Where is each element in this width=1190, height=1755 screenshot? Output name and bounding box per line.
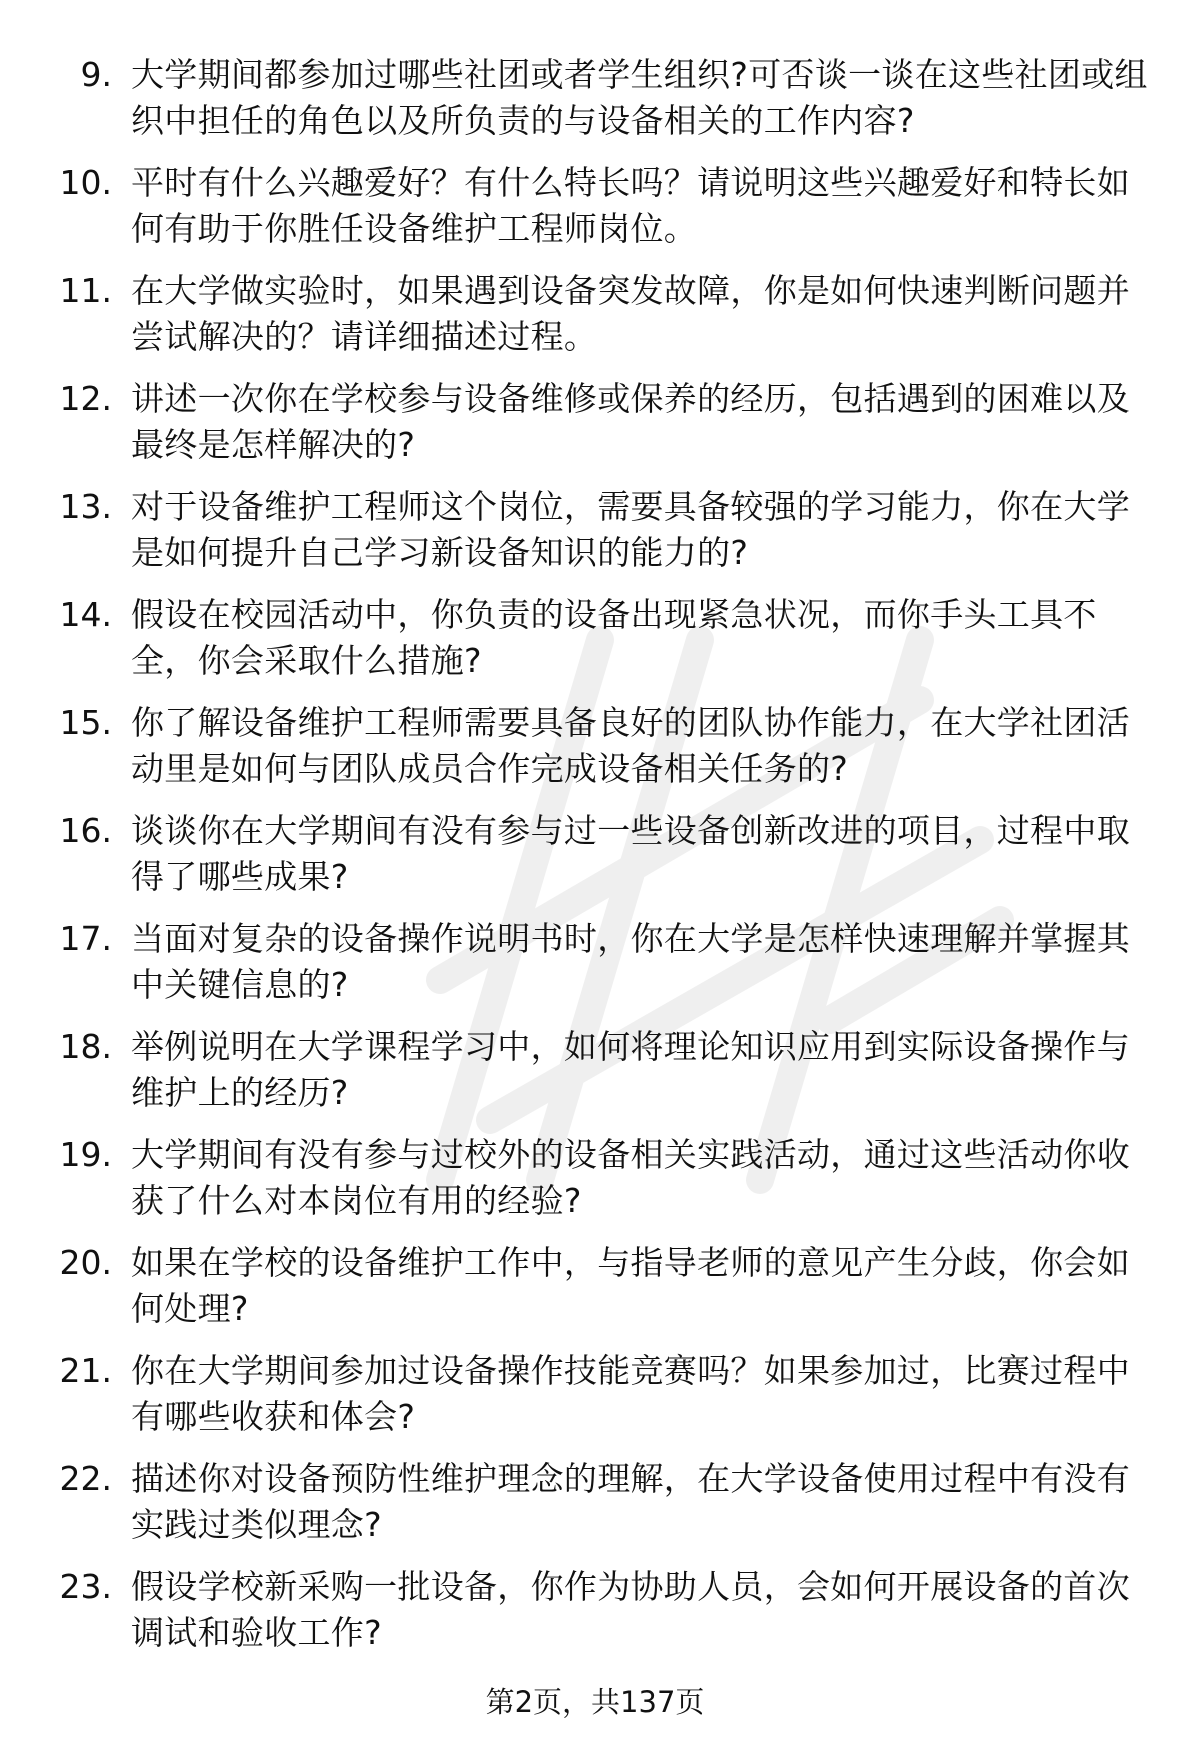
question-number: 12. (59, 379, 112, 418)
question-number: 11. (59, 271, 112, 310)
question-number: 19. (59, 1135, 112, 1174)
list-item (0, 1348, 1190, 1456)
question-text: 对于设备维护工程师这个岗位，需要具备较强的学习能力，你在大学是如何提升自己学习新设备知识的能力的? (131, 487, 1130, 572)
question-number: 14. (59, 595, 112, 634)
list-item (0, 700, 1190, 808)
question-text: 描述你对设备预防性维护理念的理解，在大学设备使用过程中有没有实践过类似理念? (131, 1459, 1130, 1544)
question-text: 大学期间都参加过哪些社团或者学生组织?可否谈一谈在这些社团或组织中担任的角色以及所负责的与设备相关的工作内容? (131, 55, 1148, 140)
question-number: 13. (59, 487, 112, 526)
page-footer: 第2页，共137页 (485, 1685, 705, 1719)
list-item (0, 1132, 1190, 1240)
question-number: 16. (59, 811, 112, 850)
question-text: 举例说明在大学课程学习中，如何将理论知识应用到实际设备操作与维护上的经历? (131, 1027, 1130, 1112)
question-number: 22. (59, 1459, 112, 1498)
question-text: 如果在学校的设备维护工作中，与指导老师的意见产生分歧，你会如何处理? (131, 1243, 1130, 1328)
list-item (0, 376, 1190, 484)
list-item (0, 268, 1190, 376)
list-item (0, 1456, 1190, 1564)
list-item (0, 1564, 1190, 1672)
question-text: 你了解设备维护工程师需要具备良好的团队协作能力，在大学社团活动里是如何与团队成员合作完成设备相关任务的? (131, 703, 1130, 788)
question-number: 18. (59, 1027, 112, 1066)
list-item (0, 52, 1190, 160)
list-item (0, 916, 1190, 1024)
list-item (0, 484, 1190, 592)
list-item (0, 160, 1190, 268)
question-number: 21. (59, 1351, 112, 1390)
question-text: 讲述一次你在学校参与设备维修或保养的经历，包括遇到的困难以及最终是怎样解决的? (131, 379, 1130, 464)
question-text: 假设在校园活动中，你负责的设备出现紧急状况，而你手头工具不全，你会采取什么措施? (131, 595, 1097, 680)
question-text: 谈谈你在大学期间有没有参与过一些设备创新改进的项目，过程中取得了哪些成果? (131, 811, 1130, 896)
question-number: 20. (59, 1243, 112, 1282)
question-number: 17. (59, 919, 112, 958)
list-item (0, 1240, 1190, 1348)
question-number: 10. (59, 163, 112, 202)
question-text: 在大学做实验时，如果遇到设备突发故障，你是如何快速判断问题并尝试解决的？请详细描述过程。 (131, 271, 1130, 356)
question-number: 9. (80, 55, 112, 94)
question-text: 当面对复杂的设备操作说明书时，你在大学是怎样快速理解并掌握其中关键信息的? (131, 919, 1130, 1004)
question-text: 大学期间有没有参与过校外的设备相关实践活动，通过这些活动你收获了什么对本岗位有用的经验? (131, 1135, 1130, 1220)
question-text: 假设学校新采购一批设备，你作为协助人员，会如何开展设备的首次调试和验收工作? (131, 1567, 1130, 1652)
question-number: 15. (59, 703, 112, 742)
list-item (0, 808, 1190, 916)
question-number: 23. (59, 1567, 112, 1606)
question-text: 平时有什么兴趣爱好？有什么特长吗？请说明这些兴趣爱好和特长如何有助于你胜任设备维护工程师岗位。 (131, 163, 1130, 248)
list-item (0, 1024, 1190, 1132)
question-list (0, 52, 1190, 1672)
list-item (0, 592, 1190, 700)
question-text: 你在大学期间参加过设备操作技能竞赛吗？如果参加过，比赛过程中有哪些收获和体会? (131, 1351, 1130, 1436)
